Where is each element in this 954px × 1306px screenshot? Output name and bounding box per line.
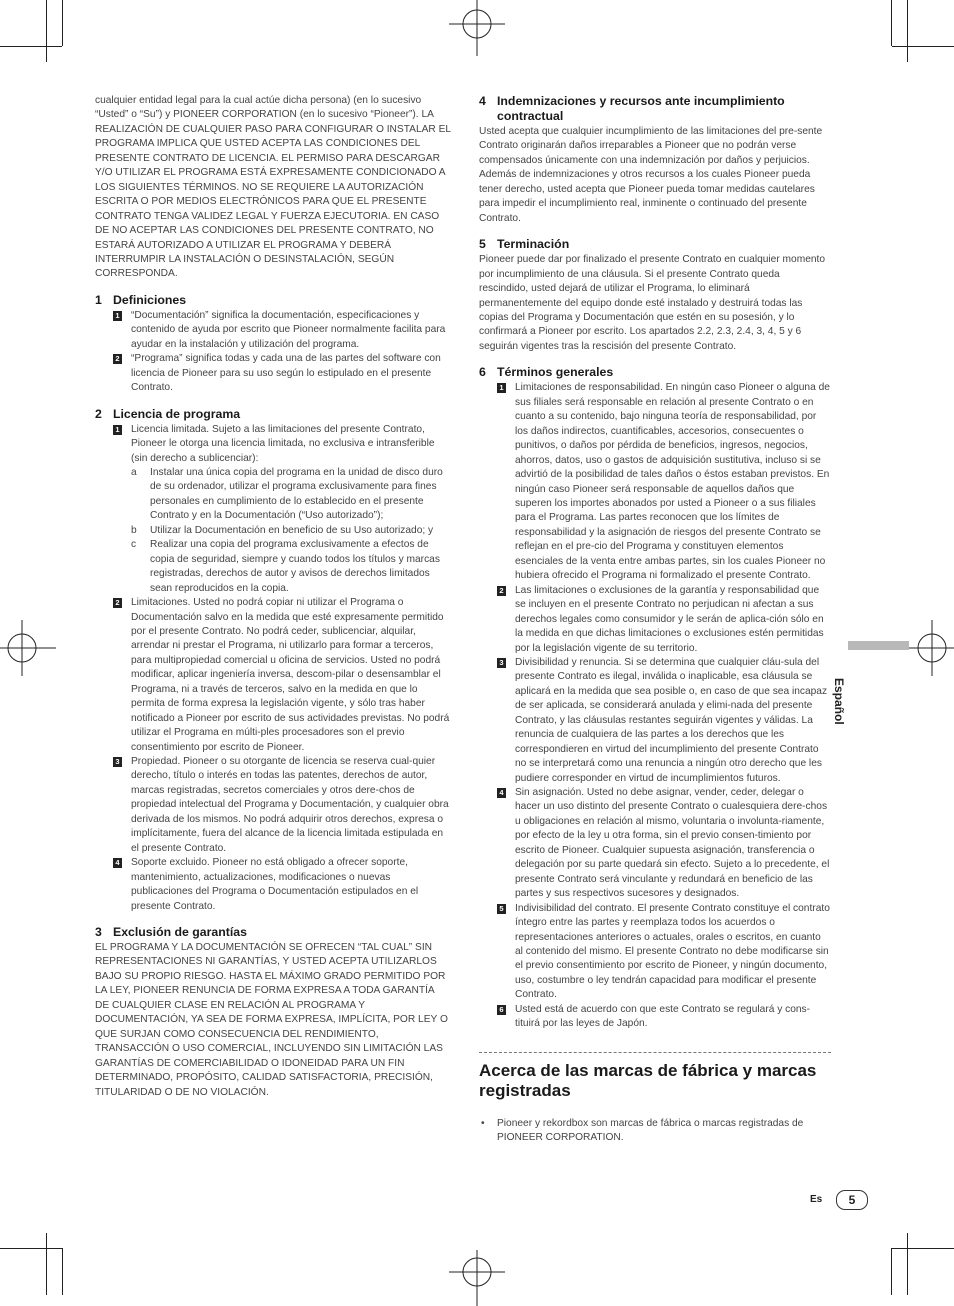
list-item [479,1003,831,1032]
section-number: 3 [95,925,102,940]
section-number: 1 [95,292,102,307]
list-item [479,381,831,583]
bullet-icon: • [481,1117,485,1129]
item-text: Indivisibilidad del contrato. El presente Contrato constituye el contrato íntegro entre las partes y reemplaza todos los acuerdos o representaciones anteriores o actuales, orales o escritos, en cuanto al contenido del mismo. El presente Contrato no debe modificarse sin el previo consentimiento por escrito de Pioneer, y ningún documento, uso, costumbre o ley tendrán capacidad para modificar el presente Contrato. [515,902,830,1001]
trademarks-heading: Acerca de las marcas de fábrica y marcas registradas [479,1060,817,1100]
item-text: “Programa” significa todas y cada una de las partes del software con licencia de Pioneer para su uso según lo estipulado en el presente Contrato. [131,353,441,394]
item-number-box: 2 [113,354,122,364]
language-tab-label: Español [832,678,846,725]
item-number-box: 6 [497,1005,506,1015]
language-tab-bar [848,641,909,650]
section-title: Exclusión de garantías [113,925,247,940]
item-text: Sin asignación. Usted no debe asignar, vender, ceder, delegar o hacer un uso distinto del presente Contrato o cualesquiera dere-chos u obligaciones en relación al mismo, voluntaria o involunta-riamente, por efecto de la ley u otra forma, sin el previo consen-timiento por escrito de Pioneer. Cualquier supuesta asignación, transferencia o delegación por su parte quedará sin efecto. Sujeto a lo precedente, el presente Contrato será vinculante y redundará en beneficio de las partes y sus respectivos sucesores y designados. [515,787,830,900]
list-item [479,902,831,1003]
item-number-box: 4 [113,858,122,868]
section-text: Pioneer puede dar por finalizado el presente Contrato en cualquier momento por incumplimiento de una cláusula. Si el presente Contrato queda rescindido, usted dejará de utilizar el Programa, lo eliminará permanentemente del equipo donde esté instalado y destruirá todas las copias del Programa y Documentación que estén en su posesión, y lo confirmará a Pioneer por escrito. Los apartados 2.2, 2.3, 2.4, 3, 4, 5 y 6 seguirán vigentes tras la rescisión del presente Contrato. [479,254,826,352]
item-text: Limitaciones de responsabilidad. En ningún caso Pioneer o alguna de sus filiales será responsable en relación al presente Contrato o en cuanto a su contenido, bajo ninguna teoría de responsabilidad, por los daños indirectos, cuantificables, accesorios, consecuentes o punitivos, o daños por pérdida de beneficios, ingresos, negocios, ahorros, datos, uso o gastos de adquisición sustitutiva, incluso si se advirtió de la posibilidad de tales daños o éstos estaban previstos. En ningún caso Pioneer será responsable de aquellos daños que superen los importes abonados por usted a Pioneer o a sus filiales para el Programa. Las partes reconocen que los límites de responsabilidad y la asignación de riesgos del presente Contrato se reflejan en el pre-cio del Programa y constituyen elementos esenciales de la venta entre ambas partes, sin los cuales Pioneer no hubiera ofrecido el Programa ni formalizado el presente Contrato. [515,382,830,582]
registration-mark-top [449,0,505,56]
bullet-item [479,1117,831,1146]
item-text: Las limitaciones o exclusiones de la garantía y responsabilidad que se incluyen en el presente Contrato no perjudican ni afectan a sus derechos legales como consumidor y le serán de aplica-ción sólo en la medida en que dichas limitaciones o exclusiones estén permitidas por la legislación vigente de su territorio. [515,584,824,654]
section-heading [95,407,451,422]
list-item [95,755,451,856]
item-number-box: 5 [497,904,506,914]
sub-item [95,466,451,524]
footer-language: Es [810,1194,823,1205]
list-item [95,309,451,352]
section-text: Usted acepta que cualquier incumplimiento de las limitaciones del pre-sente Contrato originarán daños irreparables a Pioneer que no podrán verse compensados únicamente con una indemnización por daños y perjuicios. Además de indemnizaciones y otros recursos a los cuales Pioneer pueda tener derecho, usted acepta que Pioneer pueda tomar medidas cautelares para impedir el incumplimiento real, inminente o continuado del presente Contrato. [479,126,823,224]
item-text: Usted está de acuerdo con que este Contrato se regulará y cons-tituirá por las leyes de Japón. [515,1003,811,1030]
item-number-box: 2 [113,598,122,608]
sub-item-text: Realizar una copia del programa exclusivamente a efectos de copia de seguridad, siempre y cuando todos los títulos y marcas registradas, derechos de autor y avisos de derechos limitados sean reproducidos en la copia. [150,539,440,594]
list-item [95,856,451,914]
page-number: 5 [836,1190,868,1210]
intro-paragraph: cualquier entidad legal para la cual actúe dicha persona) (en lo sucesivo “Usted” o “Su”) y PIONEER CORPORATION (en lo sucesivo “Pioneer”). LA REALIZACIÓN DE CUALQUIER PASO PARA CONFIGURAR O INSTALAR EL PROGRAMA IMPLICA QUE USTED ACEPTA LAS CONDICIONES DEL PRESENTE CONTRATO DE LICENCIA. EL PERMISO PARA DESCARGAR Y/O UTILIZAR EL PROGRAMA ESTÁ EXPRESAMENTE CONDICIONADO A LOS SIGUIENTES TÉRMINOS. NO SE REQUIERE LA AUTORIZACIÓN ESCRITA O POR MEDIOS ELECTRÓNICOS PARA QUE EL PRESENTE CONTRATO TENGA VALIDEZ LEGAL Y FUERZA EJECUTORIA. EN CASO DE NO ACEPTAR LAS CONDICIONES DEL PRESENTE CONTRATO, NO ESTARÁ AUTORIZADO A UTILIZAR EL PROGRAMA Y DEBERÁ INTERRUMPIR LA INSTALACIÓN O DESINSTALACIÓN, SEGÚN CORRESPONDA. [95,95,451,280]
crop-mark [892,1248,954,1249]
crop-mark [46,1233,47,1295]
section-heading [479,365,831,380]
sub-item-letter: c [131,539,137,551]
item-text: Propiedad. Pioneer o su otorgante de licencia se reserva cual-quier derecho, título o interés en todas las patentes, derechos de autor, marcas registradas, secretos comerciales y otros dere-chos de propiedad intelectual del Programa y Documentación, y cualquier obra derivada de los mismos. No podrá adquirir otros derechos, expresa o implícitamente, fuera del alcance de la licencia limitada estipulada en el presente Contrato. [131,756,449,854]
list-item [95,423,451,466]
crop-mark [62,0,63,46]
section-heading [95,293,451,308]
crop-mark [907,0,908,62]
section-title: Definiciones [113,292,187,307]
item-number-box: 1 [497,383,506,393]
list-item [95,596,451,755]
bullet-text: Pioneer y rekordbox son marcas de fábrica o marcas registradas de PIONEER CORPORATION. [497,1117,804,1144]
item-text: Soporte excluido. Pioneer no está obligado a ofrecer soporte, mantenimiento, actualizaciones, modificaciones o nuevas publicaciones del Programa o Documentación estipulados en el presente Contrato. [131,857,419,912]
section-number: 6 [479,365,486,380]
item-number-box: 2 [497,586,506,596]
item-text: Divisibilidad y renuncia. Si se determina que cualquier cláu-sula del presente Contrato es ilegal, inválida o inaplicable, esa cláusula se aplicará en la medida que sea posible o, en caso de que sea incapaz de ser aplicada, se considerará anulada y elimi-nada del presente Contrato, y las cláusulas restantes seguirán vigentes y válidas. La renuncia de cualquiera de las partes a los derechos que les correspondieren en virtud del incumplimiento del presente Contrato no se interpretará como una renuncia a ningún otro derecho que les pudiere corresponder en virtud de incumplimientos futuros. [515,656,828,784]
section-title: Términos generales [497,365,614,380]
section-number: 4 [479,94,486,108]
list-item [479,786,831,902]
section-number: 5 [479,237,486,252]
crop-mark [907,1233,908,1295]
crop-mark [892,46,954,47]
right-column [479,94,831,1146]
left-column [95,94,451,1100]
crop-mark [891,0,892,46]
section-heading [479,237,831,252]
crop-mark [46,0,47,62]
item-number-box: 4 [497,788,506,798]
section-divider [479,1052,831,1053]
item-number-box: 3 [113,757,122,767]
section-title: Terminación [497,237,570,252]
registration-mark-bottom [449,1250,505,1306]
crop-mark [0,46,62,47]
section-title: Indemnizaciones y recursos ante incumplimiento contractual [497,94,785,123]
section-title: Licencia de programa [113,406,241,421]
item-number-box: 1 [113,425,122,435]
list-item [479,656,831,786]
sub-item [95,524,451,538]
registration-mark-left [0,620,56,676]
section-text: EL PROGRAMA Y LA DOCUMENTACIÓN SE OFRECEN “TAL CUAL” SIN REPRESENTACIONES NI GARANTÍAS, Y USTED ACEPTA UTILIZARLOS BAJO SU PROPIO RIESGO. HASTA EL MÁXIMO GRADO PERMITIDO POR LA LEY, PIONEER RENUNCIA DE FORMA EXPRESA A TODA GARANTÍA DE CUALQUIER CLASE EN RELACIÓN AL PROGRAMA Y DOCUMENTACIÓN, YA SEA DE FORMA EXPRESA, IMPLÍCITA, POR LEY O QUE SURJAN COMO CONSECUENCIA DEL RENDIMIENTO, TRANSACCIÓN O USO COMERCIAL, INCLUYENDO SIN LIMITACIÓN LAS GARANTÍAS DE COMERCIABILIDAD O IDONEIDAD PARA UN FIN DETERMINADO, PROPÓSITO, CALIDAD SATISFACTORIA, PRECISIÓN, TITULARIDAD O DE NO VIOLACIÓN. [95,942,448,1098]
sub-item-text: Utilizar la Documentación en beneficio de su Uso autorizado; y [150,524,434,536]
crop-mark [62,1248,63,1295]
sub-item-text: Instalar una única copia del programa en la unidad de disco duro de su ordenador, utilizar el programa exclusivamente para fines personales en cumplimiento de lo establecido en el presente Contrato y en la Documentación (“Uso autorizado”); [150,466,443,522]
sub-item [95,538,451,596]
item-text: Licencia limitada. Sujeto a las limitaciones del presente Contrato, Pioneer le otorga una licencia limitada, no exclusiva e intransferible (sin derecho a sublicenciar): [131,423,435,464]
crop-mark [0,1248,62,1249]
item-number-box: 3 [497,658,506,668]
item-text: “Documentación” significa la documentación, especificaciones y contenido de ayuda por escrito que Pioneer normalmente facilita para ayudar en la instalación y utilización del programa. [131,309,446,350]
list-item [95,352,451,395]
section-heading [479,94,831,124]
sub-item-letter: a [131,466,137,478]
item-number-box: 1 [113,311,122,321]
list-item [479,584,831,656]
section-number: 2 [95,406,102,421]
sub-item-letter: b [131,524,137,536]
section-heading [95,925,451,940]
crop-mark [891,1248,892,1295]
item-text: Limitaciones. Usted no podrá copiar ni utilizar el Programa o Documentación salvo en la medida que esté expresamente permitido por el presente Contrato. No podrá ceder, sublicenciar, alquilar, arrendar ni prestar el Programa, ni utilizarlo para formar a terceros, para multipropiedad comercial u oficina de servicios. Usted no podrá modificar, aplicar ingeniería inversa, descom-pilar o desensamblar el Programa, ni a través de terceros, salvo en la medida en que lo permita de forma expresa la legislación vigente, y sólo tras haber notificado a Pioneer por escrito de sus actividades previstas. No podrá utilizar el Programa en múlti-ples procesadores son el previo consentimiento por escrito de Pioneer. [131,597,450,753]
